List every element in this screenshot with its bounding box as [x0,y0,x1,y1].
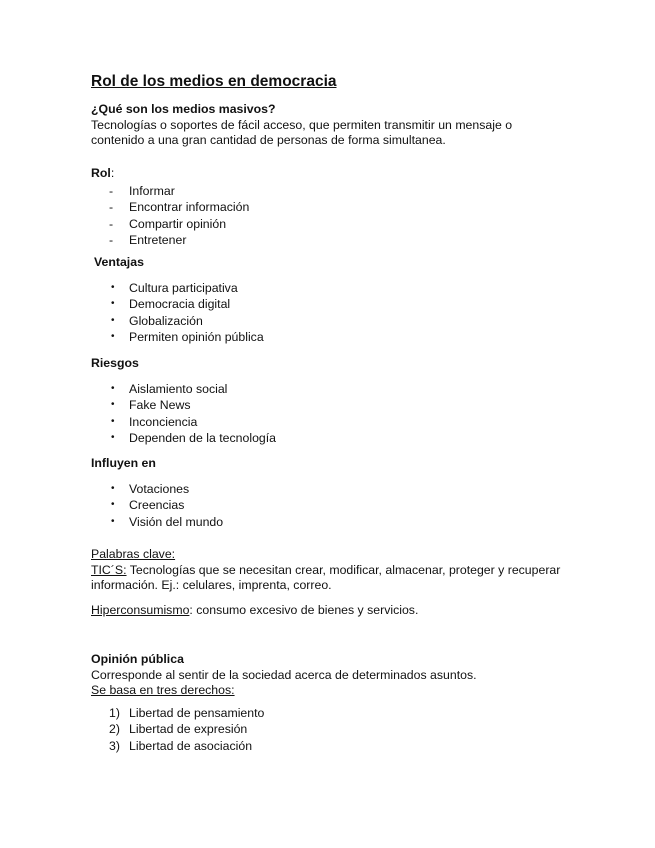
section-que-son [91,102,561,149]
list-item: 1) Libertad de pensamiento [109,705,265,720]
number-marker: 2) [109,722,120,737]
influyen-heading: Influyen en [91,456,156,470]
bullet-marker: • [111,499,115,511]
dash-marker: - [109,200,114,215]
list-item: • Dependen de la tecnología [111,431,276,446]
list-item: • Cultura participativa [111,280,238,295]
bullet-marker: • [111,432,115,444]
influyen-list [91,481,561,531]
rol-heading: Rol [91,166,111,180]
section-riesgos [91,356,561,447]
number-marker: 1) [109,705,120,720]
list-item: - Entretener [109,233,187,248]
list-item: - Encontrar información [109,200,250,215]
section-rol [91,166,561,249]
list-item: • Fake News [111,398,191,413]
tics-definition [91,563,561,594]
list-item: • Permiten opinión pública [111,330,264,345]
rol-colon: : [110,166,115,180]
list-item: - Compartir opinión [109,216,227,231]
bullet-marker: • [111,314,115,326]
section-ventajas [91,255,561,346]
bullet-marker: • [111,399,115,411]
opinion-heading: Opinión pública [91,652,184,666]
bullet-marker: • [111,298,115,310]
list-item: • Democracia digital [111,297,231,312]
bullet-marker: • [111,281,115,293]
bullet-marker: • [111,382,115,394]
hiper-definition [91,603,561,619]
ventajas-list [91,280,561,346]
list-item: • Visión del mundo [111,514,224,529]
section-palabras-clave [91,547,561,618]
dash-marker: - [109,183,114,198]
list-item: • Creencias [111,498,185,513]
page-title: Rol de los medios en democracia [91,73,337,90]
list-item: • Globalización [111,313,203,328]
rol-heading-line [91,166,561,182]
bullet-marker: • [111,482,115,494]
dash-marker: - [109,216,114,231]
hiper-def: : consumo excesivo de bienes y servicios. [189,602,419,617]
number-marker: 3) [109,738,120,753]
tics-def: Tecnologías que se necesitan crear, modificar, almacenar, proteger y recuperar información. Ej.: celulares, imprenta, correo. [91,562,561,593]
bullet-marker: • [111,515,115,527]
rol-list [91,183,561,249]
tics-term: TIC´S: [91,562,127,577]
dash-marker: - [109,233,114,248]
list-item: 2) Libertad de expresión [109,722,248,737]
riesgos-list [91,381,561,447]
list-item: • Inconciencia [111,414,198,429]
section-opinion [91,652,561,754]
derechos-list [91,705,561,755]
bullet-marker: • [111,415,115,427]
bullet-marker: • [111,331,115,343]
palabras-clave-heading: Palabras clave: [91,547,176,561]
list-item: 3) Libertad de asociación [109,738,253,753]
list-item: • Aislamiento social [111,381,228,396]
list-item: • Votaciones [111,481,190,496]
ventajas-heading: Ventajas [94,255,144,269]
riesgos-heading: Riesgos [91,356,139,370]
hiper-term: Hiperconsumismo [91,602,190,617]
list-item: - Informar [109,183,175,198]
opinion-text: Corresponde al sentir de la sociedad acerca de determinados asuntos. [91,667,477,682]
opinion-subheading: Se basa en tres derechos: [91,683,235,698]
que-son-heading: ¿Qué son los medios masivos? [91,102,276,116]
section-influyen [91,456,561,530]
que-son-text: Tecnologías o soportes de fácil acceso, que permiten transmitir un mensaje o contenido a una gran cantidad de personas de forma simultanea. [91,117,513,148]
